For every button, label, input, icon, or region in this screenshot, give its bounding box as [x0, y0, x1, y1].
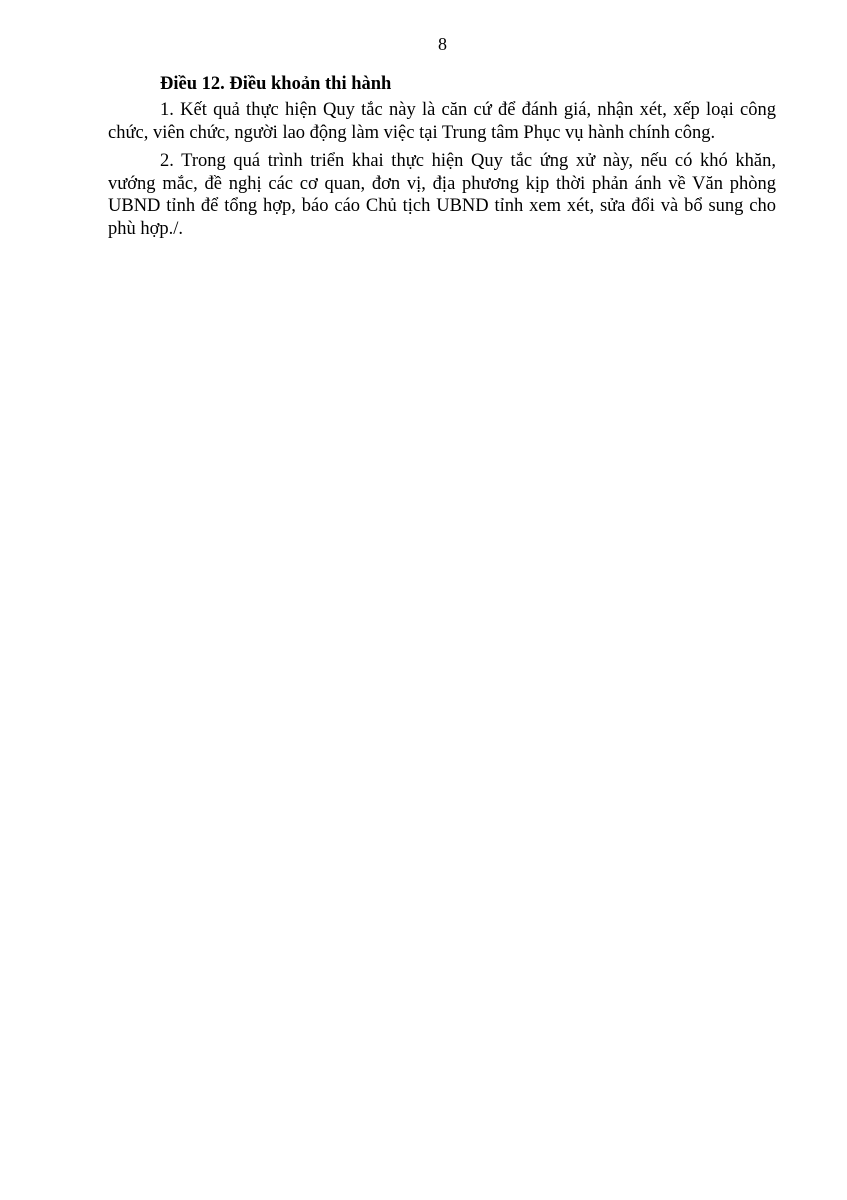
- article-heading: Điều 12. Điều khoản thi hành: [160, 74, 392, 94]
- article-paragraph-1: 1. Kết quả thực hiện Quy tắc này là căn cứ để đánh giá, nhận xét, xếp loại công chức, viên chức, người lao động làm việc tại Trung tâm Phục vụ hành chính công.: [108, 100, 776, 143]
- document-body: [108, 71, 776, 240]
- page-number: 8: [438, 34, 447, 54]
- article-paragraph-2: 2. Trong quá trình triển khai thực hiện Quy tắc ứng xử này, nếu có khó khăn, vướng mắc, đề nghị các cơ quan, đơn vị, địa phương kịp thời phản ánh về Văn phòng UBND tỉnh để tổng hợp, báo cáo Chủ tịch UBND tỉnh xem xét, sửa đổi và bổ sung cho phù hợp./.: [108, 151, 776, 239]
